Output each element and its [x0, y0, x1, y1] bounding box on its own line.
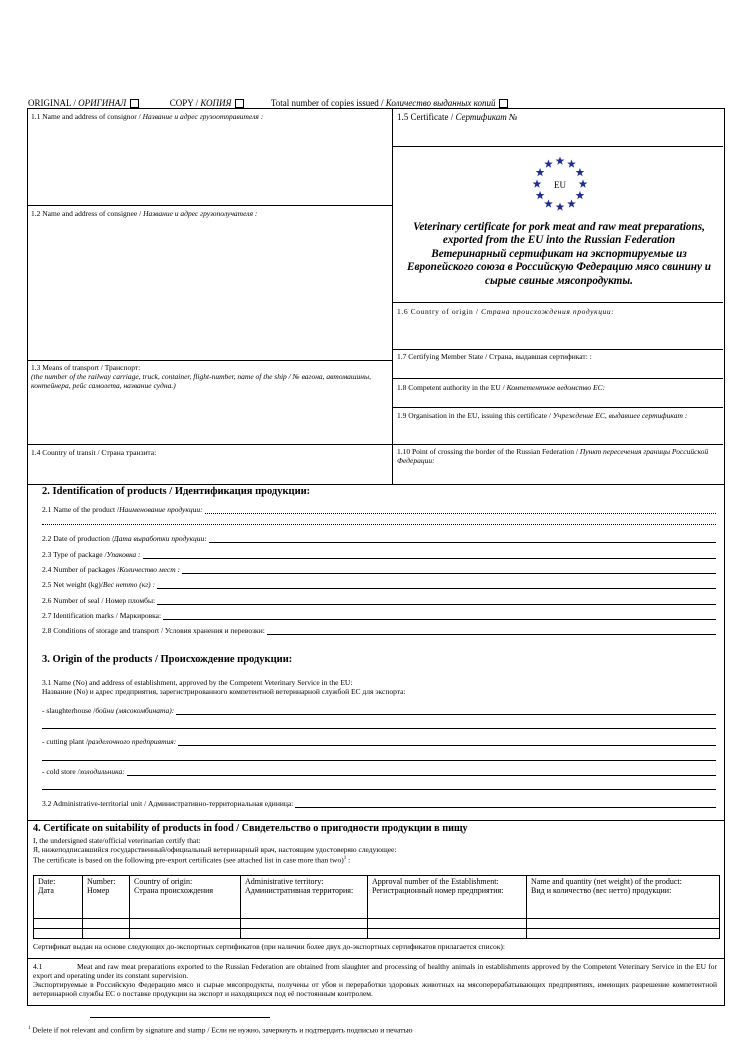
box-divider	[392, 444, 723, 445]
section-divider	[27, 820, 724, 821]
section-4-intro: I, the undersigned state/official veterinarian certify that: Я, нижеподписавшийся государственный/официальный ветеринарный врач, настоящим удостоверяю следующее: The certificate is based on the following pre-export certificates (see attached list in case more than two)$^1$ :	[33, 836, 397, 865]
star-icon	[556, 202, 565, 210]
box-1-4-transit[interactable]: 1.4 Country of transit / Страна транзита:	[31, 448, 157, 457]
star-icon	[544, 199, 553, 207]
star-icon	[544, 159, 553, 167]
col-number: Number: Номер	[83, 876, 130, 919]
box-1-7-member-state[interactable]: 1.7 Certifying Member State / Страна, выдавшая сертификат: :	[397, 352, 592, 361]
field-2-1-product-name[interactable]: 2.1 Name of the product / Наименование продукции:	[42, 505, 716, 514]
field-3-1-slaughterhouse[interactable]: - slaughterhouse / бойни (мясокомбината):	[42, 706, 716, 715]
field-2-4-package-count[interactable]: 2.4 Number of packages / Количество мест :	[42, 565, 716, 574]
star-icon	[536, 168, 545, 176]
box-1-2-consignee[interactable]: 1.2 Name and address of consignee / Название и адрес грузополучателя :	[31, 209, 258, 218]
col-product: Name and quantity (net weight) of the product: Вид и количество (вес нетто) продукции:	[527, 876, 720, 919]
field-2-1-continuation-line[interactable]	[42, 524, 716, 525]
slaughterhouse-line-2[interactable]	[42, 728, 716, 729]
col-approval-number: Approval number of the Establishment: Регистрационный номер предприятия:	[368, 876, 527, 919]
field-2-5-net-weight[interactable]: 2.5 Net weight (kg)/ Вес нетто (кг) :	[42, 580, 716, 589]
title-en: Veterinary certificate for pork meat and raw meat preparations, exported from the EU into the Russian Federation	[413, 221, 705, 247]
footnote: $^1$ Delete if not relevant and confirm by signature and stamp / Если не нужно, зачеркнуть и подтвердить подписью и печатью	[28, 1025, 413, 1035]
star-icon	[576, 191, 585, 199]
field-2-6-seal-number[interactable]: 2.6 Number of seal / Номер пломбы:	[42, 596, 716, 605]
column-divider	[392, 108, 393, 484]
col-country: Country of origin: Страна происхождения	[130, 876, 241, 919]
star-icon	[576, 168, 585, 176]
eu-emblem-text: EU	[554, 180, 566, 190]
star-icon	[567, 199, 576, 207]
box-1-1-consignor[interactable]: 1.1 Name and address of consignor / Название и адрес грузоотправителя :	[31, 112, 264, 121]
field-2-2-production-date[interactable]: 2.2 Date of production / Дата выработки продукции:	[42, 534, 716, 543]
eu-emblem	[530, 154, 590, 214]
cold-store-line-2[interactable]	[42, 789, 716, 790]
box-1-10-border-crossing[interactable]: 1.10 Point of crossing the border of the Russian Federation / Пункт пересечения границы Российской Федерации:	[397, 447, 709, 465]
copy-label: COPY / КОПИЯ	[169, 98, 232, 108]
star-icon	[533, 179, 542, 187]
box-1-5-certificate-number[interactable]: 1.5 Certificate / Сертификат №	[397, 112, 518, 122]
star-icon	[567, 159, 576, 167]
eu-stars-icon	[530, 154, 590, 214]
pre-export-certificates-table	[33, 875, 720, 939]
box-divider	[392, 378, 723, 379]
box-1-3-transport[interactable]: 1.3 Means of transport / Транспорт: (the number of the railway carriage, truck, container, flight-number, name of the ship / № вагона, автомашины, контейнера, рейс самолета, название судна.)	[31, 363, 371, 390]
section-3-heading: 3. Origin of the products / Происхождение продукции:	[42, 654, 293, 665]
footnote-separator	[90, 1017, 270, 1018]
table-row[interactable]	[34, 929, 720, 939]
box-divider	[27, 360, 393, 361]
field-3-1-cold-store[interactable]: - cold store / холодильника:	[42, 767, 716, 776]
table-row[interactable]	[34, 919, 720, 929]
section-2-heading: 2. Identification of products / Идентификация продукции:	[42, 486, 311, 497]
box-1-9-issuing-organisation[interactable]: 1.9 Organisation in the EU, issuing this certificate / Учреждение ЕС, выдавшее сертификат :	[397, 411, 688, 420]
pre-export-note: Сертификат выдан на основе следующих до-экспортных сертификатов (при наличии более двух до-экспортных сертификатов прилагается список):	[33, 942, 506, 951]
field-2-7-identification-marks[interactable]: 2.7 Identification marks / Маркировка:	[42, 611, 716, 620]
field-2-3-package-type[interactable]: 2.3 Type of package / Упаковка :	[42, 550, 716, 559]
box-divider	[392, 302, 723, 303]
section-4-heading: 4. Certificate on suitability of products in food / Свидетельство о пригодности продукции в пищу	[33, 823, 468, 834]
item-4-1: 4.1 Meat and raw meat preparations exported to the Russian Federation are obtained from slaughter and processing of healthy animals in establishments approved by the Competent Veterinary Service in the EU for export and operating under its constant supervision. Экспортируемые в Российскую Федерацию мясо и сырые мясопродукты, получены от убоя и переработки здоровых животных на мясоперерабатывающих предприятиях, имеющих разрешение компетентной ветеринарной службы ЕС о поставке продукции на экспорт и находящихся под её постоянным контролем.	[33, 962, 717, 998]
col-date: Date: Дата	[34, 876, 83, 919]
box-divider	[27, 205, 393, 206]
field-3-1-cutting-plant[interactable]: - cutting plant / разделочного предприятия:	[42, 737, 716, 746]
cutting-plant-line-2[interactable]	[42, 760, 716, 761]
col-admin-territory: Administrative territory: Административная территория:	[241, 876, 368, 919]
box-1-6-country-origin[interactable]: 1.6 Country of origin / Страна происхождения продукции:	[397, 307, 615, 316]
box-divider	[392, 349, 723, 350]
box-1-8-competent-authority[interactable]: 1.8 Competent authority in the EU / Компетентное ведомство ЕС:	[397, 383, 606, 392]
box-divider	[392, 146, 723, 147]
table-header-row	[34, 876, 720, 919]
certificate-title	[400, 221, 718, 288]
section-3-intro: 3.1 Name (No) and address of establishment, approved by the Competent Veterinary Service in the EU: Название (No) и адрес предприятия, зарегистрированного компетентной ветеринарной службой ЕС для экспорта:	[42, 678, 406, 696]
field-2-8-storage-conditions[interactable]: 2.8 Conditions of storage and transport / Условия хранения и перевозки:	[42, 626, 716, 635]
section-divider	[27, 958, 724, 959]
star-icon	[556, 156, 565, 164]
copies-label: Total number of copies issued / Количество выданных копий	[270, 98, 496, 108]
section-divider	[27, 484, 724, 485]
box-divider	[392, 407, 723, 408]
star-icon	[579, 179, 588, 187]
title-ru: Ветеринарный сертификат на экспортируемые из Европейского союза в Российскую Федерацию мясо свинину и сырые свиные мясопродукты.	[407, 247, 711, 287]
original-label: ORIGINAL / ОРИГИНАЛ	[28, 98, 127, 108]
field-3-2-admin-unit[interactable]: 3.2 Administrative-territorial unit / Административно-территориальная единица:	[42, 799, 716, 808]
star-icon	[536, 191, 545, 199]
box-divider	[27, 444, 393, 445]
